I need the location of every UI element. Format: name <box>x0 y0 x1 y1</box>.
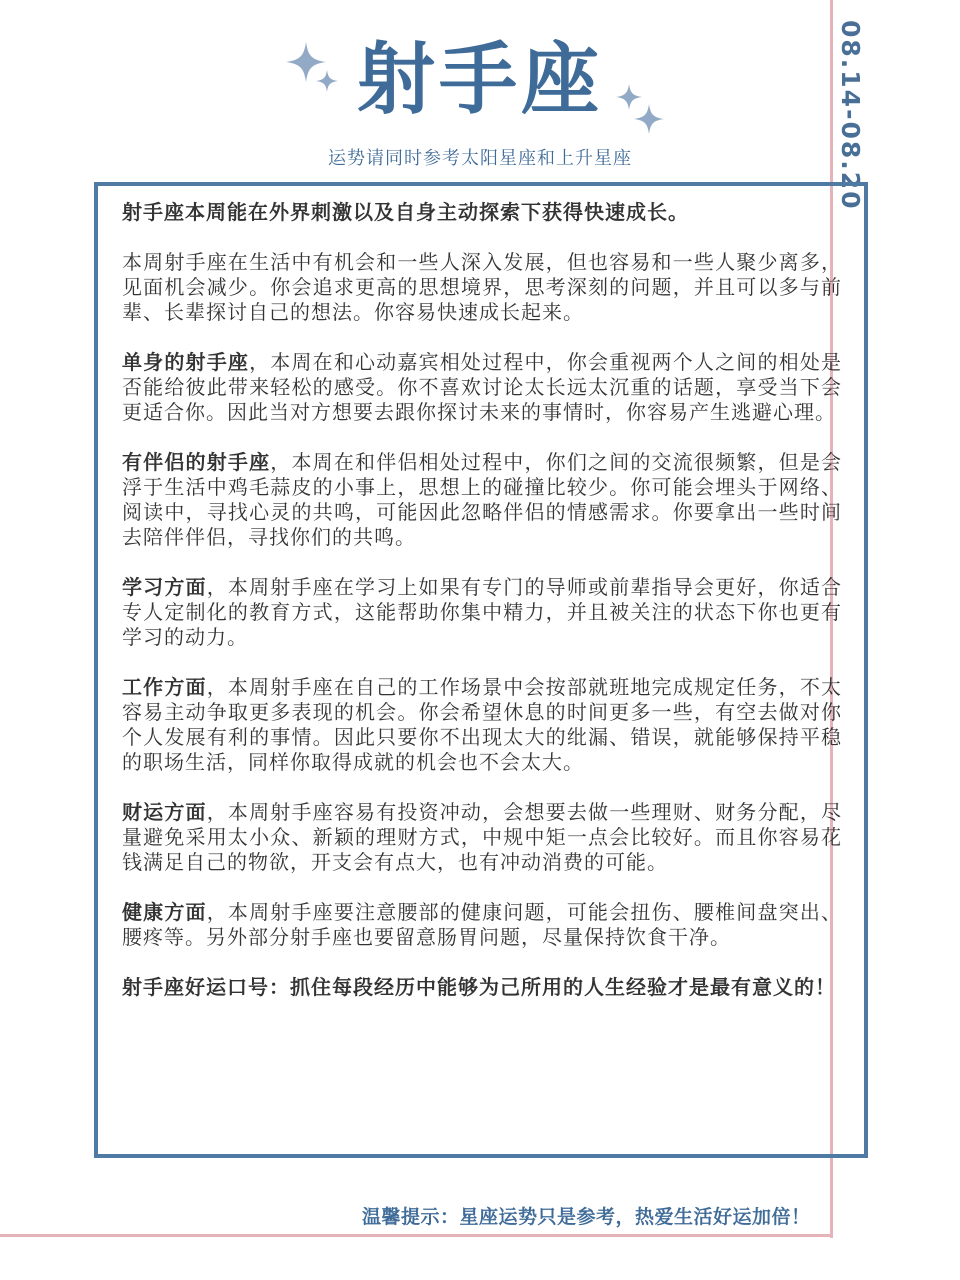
section-label: 健康方面 <box>122 900 207 924</box>
pink-horizontal-line <box>0 1234 833 1237</box>
section-partnered <box>122 450 842 550</box>
page-subtitle: 运势请同时参考太阳星座和上升星座 <box>328 148 632 169</box>
date-range: 08.14-08.20 <box>836 20 865 211</box>
section-text: ，本周射手座在自己的工作场景中会按部就班地完成规定任务，不太容易主动争取更多表现的机会。你会希望休息的时间更多一些，有空去做对你个人发展有利的事情。因此只要你不出现太大的纰漏、错误，就能够保持平稳的职场生活，同样你取得成就的机会也不会太大。 <box>122 675 843 774</box>
section-text: ，本周射手座容易有投资冲动，会想要去做一些理财、财务分配，尽量避免采用太小众、新颖的理财方式，中规中矩一点会比较好。而且你容易花钱满足自己的物欲，开支会有点大，也有冲动消费的可能。 <box>122 800 843 874</box>
section-text: ，本周射手座要注意腰部的健康问题，可能会扭伤、腰椎间盘突出、腰疼等。另外部分射手座也要留意肠胃问题，尽量保持饮食干净。 <box>122 900 843 949</box>
slogan-text: 射手座好运口号：抓住每段经历中能够为己所用的人生经验才是最有意义的！ <box>122 975 836 999</box>
intro-text: 射手座本周能在外界刺激以及自身主动探索下获得快速成长。 <box>122 200 689 224</box>
footer-tip: 温馨提示：星座运势只是参考，热爱生活好运加倍！ <box>362 1206 811 1228</box>
section-wealth <box>122 800 842 875</box>
section-work <box>122 675 842 775</box>
section-study <box>122 575 842 650</box>
section-single <box>122 350 842 425</box>
horoscope-content-box <box>94 182 868 1158</box>
section-text: ，本周在和心动嘉宾相处过程中，你会重视两个人之间的相处是否能给彼此带来轻松的感受。你不喜欢讨论太长远太沉重的话题，享受当下会更适合你。因此当对方想要去跟你探讨未来的事情时，你容易产生逃避心理。 <box>122 350 843 424</box>
section-label: 有伴侣的射手座 <box>122 450 271 474</box>
section-label: 财运方面 <box>122 800 207 824</box>
overview-text: 本周射手座在生活中有机会和一些人深入发展，但也容易和一些人聚少离多，见面机会减少。你会追求更高的思想境界，思考深刻的问题，并且可以多与前辈、长辈探讨自己的想法。你容易快速成长起来。 <box>122 250 842 324</box>
section-text: ，本周在和伴侣相处过程中，你们之间的交流很频繁，但是会浮于生活中鸡毛蒜皮的小事上，思想上的碰撞比较少。你可能会埋头于网络、阅读中，寻找心灵的共鸣，可能因此忽略伴侣的情感需求。你要拿出一些时间去陪伴伴侣，寻找你们的共鸣。 <box>122 450 843 549</box>
section-text: ，本周射手座在学习上如果有专门的导师或前辈指导会更好，你适合专人定制化的教育方式，这能帮助你集中精力，并且被关注的状态下你也更有学习的动力。 <box>122 575 843 649</box>
section-label: 学习方面 <box>122 575 207 599</box>
section-health <box>122 900 842 950</box>
page-title: 射手座 <box>356 35 603 125</box>
section-label: 工作方面 <box>122 675 207 699</box>
section-label: 单身的射手座 <box>122 350 250 374</box>
